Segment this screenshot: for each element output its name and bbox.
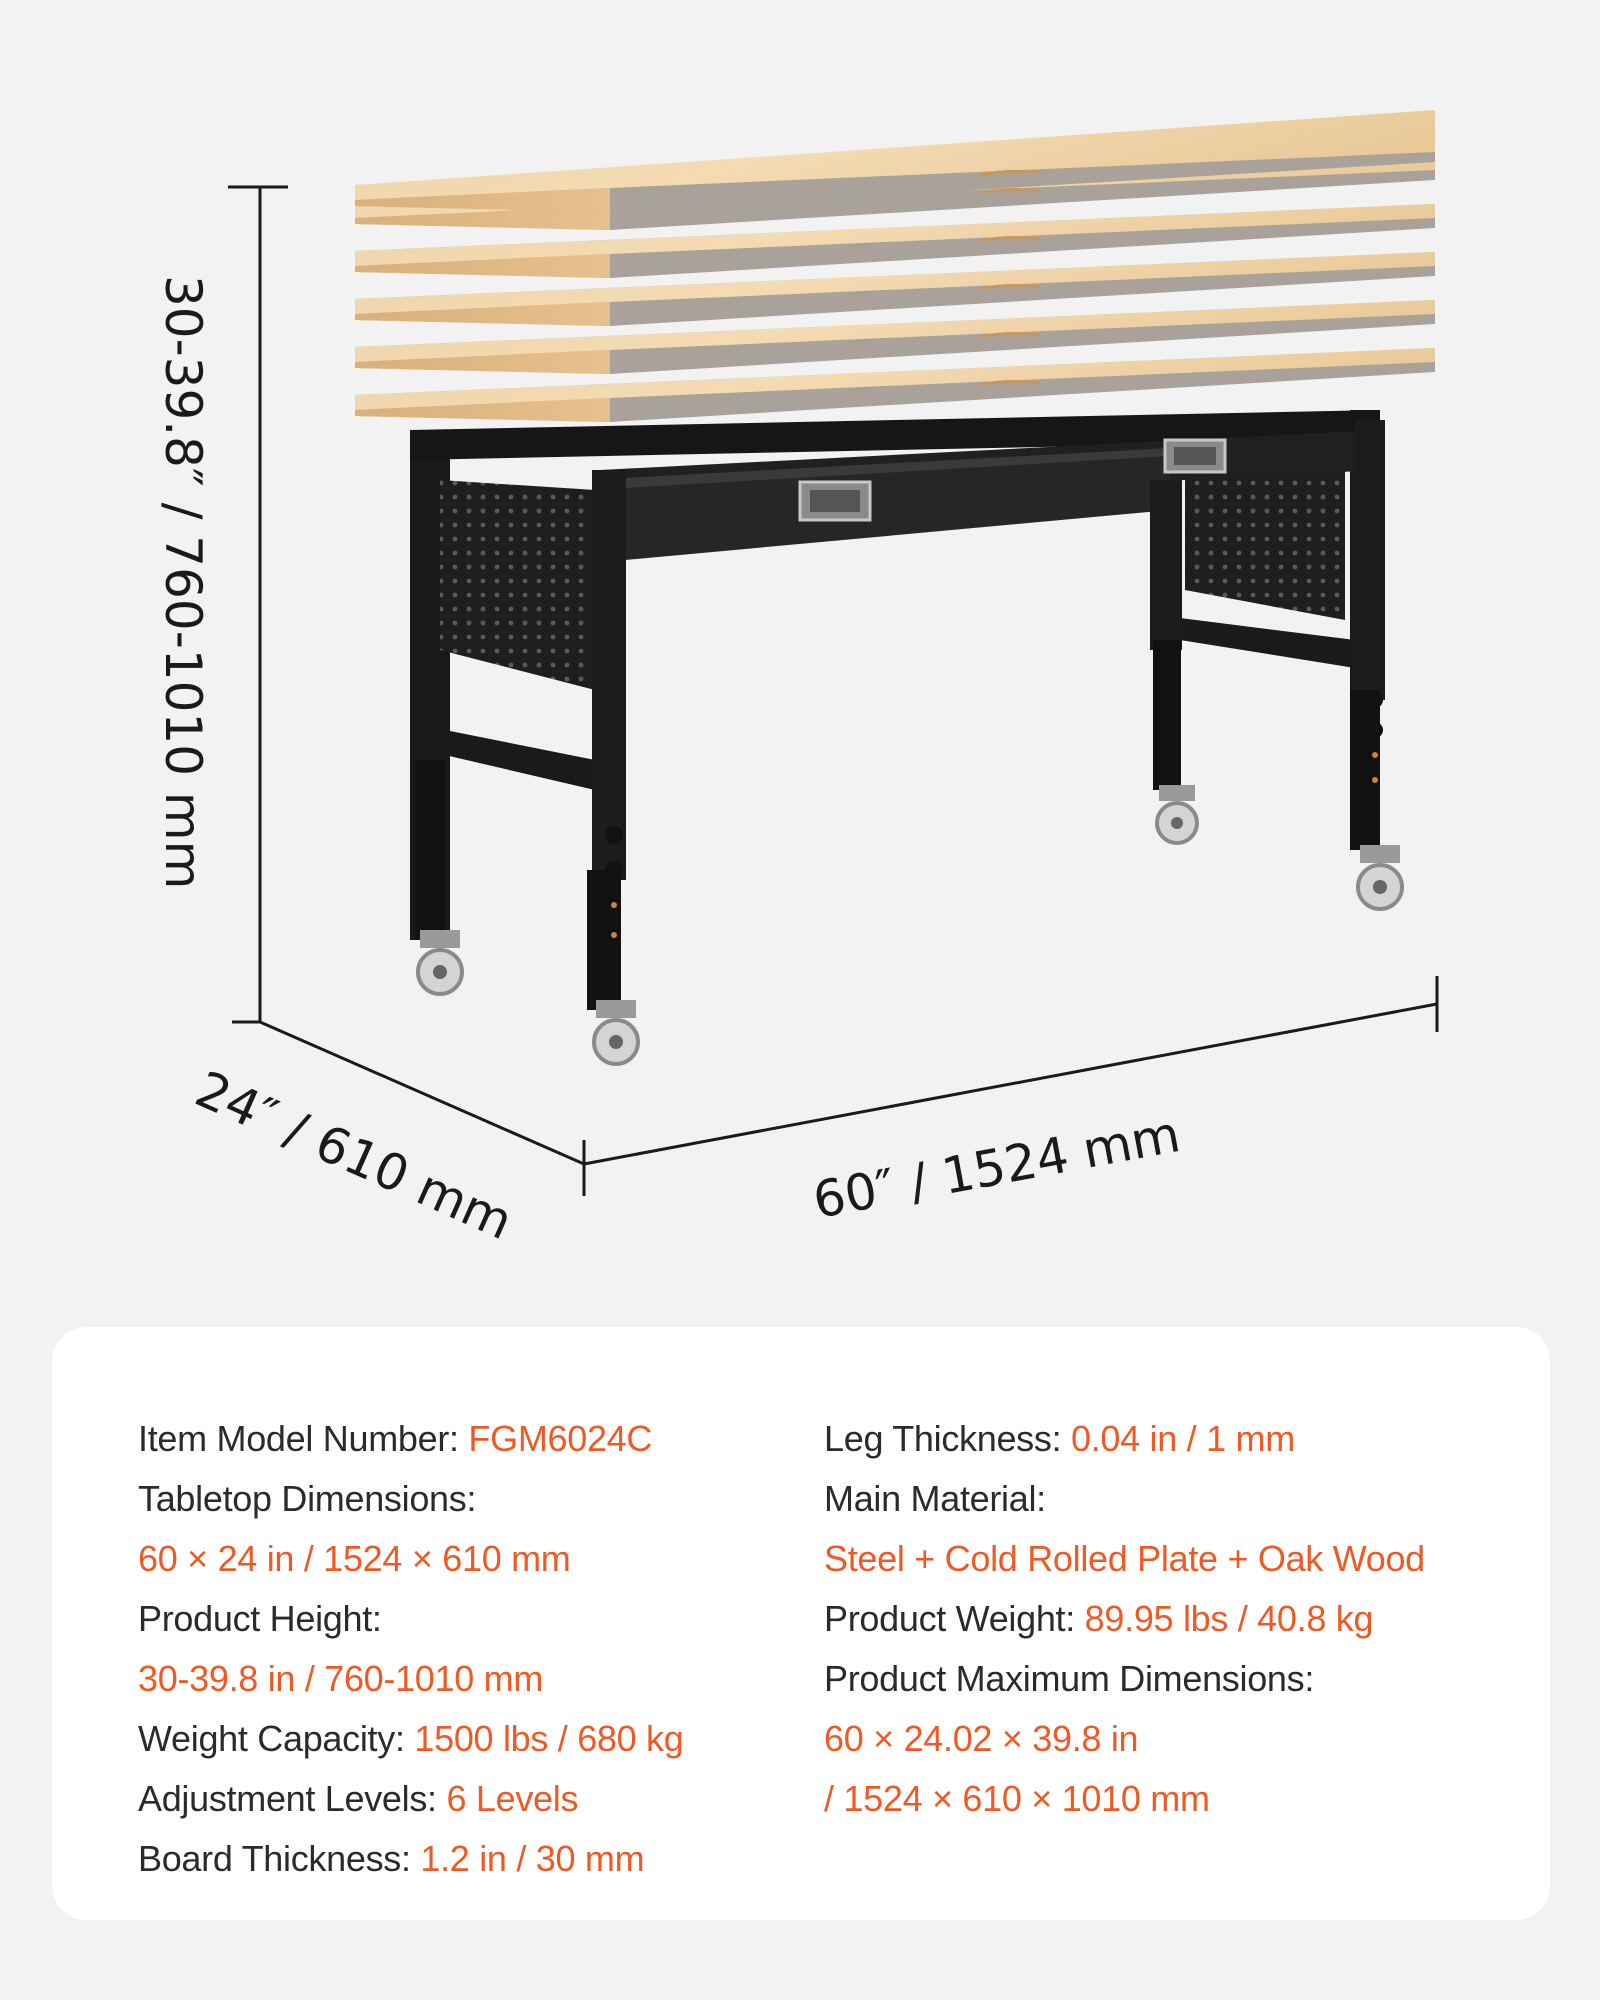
spec-max-dimensions-value-metric: / 1524 × 610 × 1010 mm <box>824 1778 1210 1819</box>
spec-product-weight: Product Weight: 89.95 lbs / 40.8 kg <box>824 1598 1374 1639</box>
depth-dimension-label: 24″ / 610 mm <box>187 1059 522 1252</box>
spec-adjustment-levels: Adjustment Levels: 6 Levels <box>138 1778 579 1819</box>
spec-column-left <box>138 1409 683 1889</box>
workbench-frame <box>410 410 1385 1010</box>
specification-card <box>52 1327 1550 1920</box>
spec-main-material-value: Steel + Cold Rolled Plate + Oak Wood <box>824 1538 1425 1579</box>
spec-leg-thickness: Leg Thickness: 0.04 in / 1 mm <box>824 1418 1295 1459</box>
spec-max-dimensions-label: Product Maximum Dimensions: <box>824 1658 1315 1699</box>
spec-max-dimensions-value-imperial: 60 × 24.02 × 39.8 in <box>824 1718 1139 1759</box>
tabletop-stack <box>355 110 1435 422</box>
spec-board-thickness: Board Thickness: 1.2 in / 30 mm <box>138 1838 645 1879</box>
spec-column-right <box>824 1409 1425 1829</box>
caster-wheels <box>418 785 1402 1064</box>
spec-product-height-label: Product Height: <box>138 1598 382 1639</box>
spec-weight-capacity: Weight Capacity: 1500 lbs / 680 kg <box>138 1718 684 1759</box>
spec-product-height-value: 30-39.8 in / 760-1010 mm <box>138 1658 544 1699</box>
height-dimension-label: 30-39.8″ / 760-1010 mm <box>154 275 212 890</box>
spec-main-material-label: Main Material: <box>824 1478 1046 1519</box>
spec-model-number: Item Model Number: FGM6024C <box>138 1418 653 1459</box>
spec-tabletop-dimensions-value: 60 × 24 in / 1524 × 610 mm <box>138 1538 571 1579</box>
spec-tabletop-dimensions-label: Tabletop Dimensions: <box>138 1478 477 1519</box>
width-dimension-label: 60″ / 1524 mm <box>808 1105 1185 1230</box>
